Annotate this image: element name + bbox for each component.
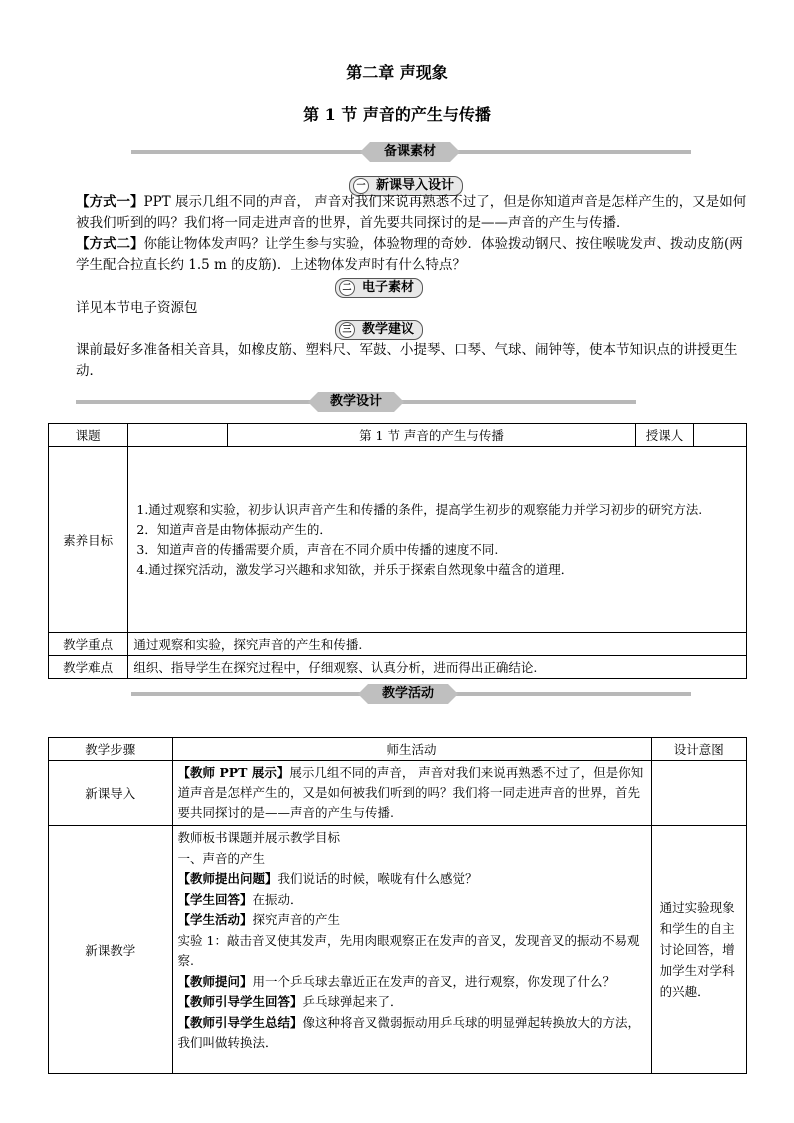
goal-item: 4.通过探究活动，激发学习兴趣和求知欲，并乐于探索自然现象中蕴含的道理． — [136, 561, 574, 577]
key-label: 教学重点 — [49, 633, 128, 656]
intro-tag: 【教师 PPT 展示】 — [177, 765, 290, 780]
activity-line — [178, 1013, 646, 1054]
subheading-number: 二 — [339, 280, 355, 296]
blank-cell — [128, 424, 228, 447]
activity-table — [48, 737, 747, 1074]
method1-text: PPT 展示几组不同的声音， 声音对我们来说再熟悉不过了，但是你知道声音是怎样产生的，又是如何被我们听到的吗？我们将一同走进声音的世界，首先要共同探讨的是——声音的产生与传播． — [76, 194, 747, 231]
design-table — [48, 423, 747, 679]
chapter-title: 第二章 声现象 — [346, 63, 448, 82]
method2-text: 你能让物体发声吗？让学生参与实验，体验物理的奇妙．体验拨动钢尺、按住喉咙发声、拨动皮筋(两学生配合拉直长约 1.5 m 的皮筋)．上述物体发声时有什么特点？ — [76, 236, 743, 273]
line-tag: 【学生回答】 — [177, 891, 253, 907]
difficulty-label: 教学难点 — [49, 656, 128, 679]
goal-item: 1.通过观察和实验，初步认识声音产生和传播的条件，提高学生初步的观察能力并学习初步的研究方法. — [136, 501, 703, 517]
subheading-number: 一 — [353, 178, 369, 194]
line-text: 教师板书课题并展示教学目标 — [177, 830, 341, 845]
prep-section-tab: 备课素材 — [370, 142, 450, 162]
goal-item: 2．知道声音是由物体振动产生的． — [136, 521, 332, 537]
activity-line — [178, 828, 646, 849]
line-text: 一、声音的产生 — [177, 850, 266, 866]
line-text: 用一个乒乓球去靠近正在发声的音叉，进行观察，你发现了什么？ — [252, 973, 616, 989]
intro-text: 展示几组不同的声音， 声音对我们来说再熟悉不过了，但是你知道声音是怎样产生的，又是如何被我们听到的吗？我们将一同走进声音的世界，首先要共同探讨的是——声音的产生与传播. — [177, 765, 644, 820]
header-step: 教学步骤 — [49, 738, 173, 761]
subheading-number: 三 — [339, 322, 355, 338]
line-text: 像这种将音叉微弱振动用乒乓球的明显弹起转换放大的方法，我们叫做转换法． — [177, 1014, 641, 1050]
resource-text: 详见本节电子资源包 — [76, 300, 198, 316]
line-text: 在振动． — [252, 891, 303, 907]
subheading-advice — [335, 320, 423, 340]
teacher-label: 授课人 — [635, 424, 694, 447]
method1-tag: 【方式一】 — [76, 194, 144, 210]
activity-line — [178, 910, 646, 931]
line-tag: 【教师引导学生回答】 — [177, 994, 303, 1009]
topic-value: 第 1 节 声音的产生与传播 — [228, 424, 635, 447]
topic-label: 课题 — [49, 424, 128, 447]
advice-text: 课前最好多准备相关音具，如橡皮筋、塑料尺、军鼓、小提琴、口琴、气球、闹钟等，使本节知识点的讲授更生动． — [76, 342, 738, 379]
advice-paragraph — [48, 340, 748, 382]
goals-label: 素养目标 — [49, 447, 128, 633]
line-text: 乒乓球弹起来了． — [302, 994, 403, 1009]
activity-line — [178, 869, 646, 890]
teacher-value — [694, 424, 747, 447]
line-text: 探究声音的产生 — [252, 912, 341, 927]
line-tag: 【学生活动】 — [177, 912, 253, 927]
method2-tag: 【方式二】 — [76, 236, 144, 252]
line-tag: 【教师引导学生总结】 — [177, 1014, 303, 1030]
key-value: 通过观察和实验，探究声音的产生和传播. — [128, 633, 747, 656]
goals-list — [128, 447, 747, 633]
line-tag: 【教师提出问题】 — [177, 871, 278, 886]
activity-section-tab: 教学活动 — [368, 684, 448, 704]
step-teaching: 新课教学 — [49, 826, 173, 1074]
activity-line — [178, 931, 646, 972]
subheading-label: 电子素材 — [362, 280, 415, 295]
line-text: 实验 1：敲击音叉使其发声，先用肉眼观察正在发声的音叉，发现音叉的振动不易观察. — [177, 932, 640, 968]
activity-intro — [172, 761, 651, 826]
difficulty-value: 组织、指导学生在探究过程中，仔细观察、认真分析，进而得出正确结论. — [128, 656, 747, 679]
method-paragraphs — [48, 192, 748, 276]
intent-intro — [651, 761, 746, 826]
header-intent: 设计意图 — [651, 738, 746, 761]
line-text: 我们说话的时候，喉咙有什么感觉？ — [277, 871, 478, 886]
activity-line — [178, 849, 646, 870]
activity-teaching — [172, 826, 651, 1074]
section-title: 第 1 节 声音的产生与传播 — [303, 105, 491, 124]
design-section-tab: 教学设计 — [318, 392, 394, 412]
step-intro: 新课导入 — [49, 761, 173, 826]
activity-line — [178, 972, 646, 993]
intent-teaching: 通过实验现象和学生的自主讨论回答，增加学生对学科的兴趣． — [651, 826, 746, 1074]
subheading-label: 新课导入设计 — [376, 178, 455, 193]
subheading-resources — [335, 278, 423, 298]
goal-item: 3．知道声音的传播需要介质，声音在不同介质中传播的速度不同. — [136, 541, 499, 557]
activity-line — [178, 992, 646, 1013]
subheading-label: 教学建议 — [362, 322, 415, 337]
header-activity: 师生活动 — [172, 738, 651, 761]
activity-line — [178, 890, 646, 911]
line-tag: 【教师提问】 — [177, 973, 253, 989]
resource-paragraph — [48, 298, 748, 319]
